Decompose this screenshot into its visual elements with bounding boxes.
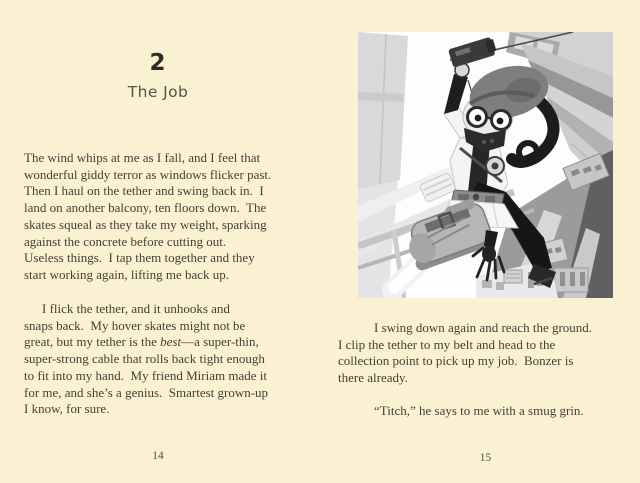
text-line: I swing down again and reach the ground. — [374, 320, 593, 335]
text-line: I know, for sure. — [24, 401, 110, 417]
illustration-girl-on-tether — [358, 32, 613, 298]
text-line: skates squeal as they take my weight, sparking — [24, 216, 267, 232]
illustration-svg — [358, 32, 613, 298]
text-line: start working again, lifting me back up. — [24, 266, 230, 282]
text-line: collection point to pick up my job. Bonzer is — [338, 353, 574, 369]
text-line: I clip the tether to my belt and head to the — [338, 336, 556, 352]
right-paragraph-1 — [338, 320, 613, 387]
italic-word: best — [160, 334, 182, 350]
text-line: The wind whips at me as I fall, and I feel that — [24, 150, 261, 165]
text-line: to fit into my hand. My friend Miriam made it — [24, 367, 267, 383]
text-segment: great, but my tether is the — [24, 334, 161, 350]
left-paragraph-1 — [24, 150, 302, 284]
text-line: super-strong cable that rolls back tight enough — [24, 351, 265, 367]
page-number-left: 14 — [152, 450, 164, 462]
text-line: against the concrete before cutting out. — [24, 233, 227, 249]
text-line: for me, and she’s a genius. Smartest grown-up — [24, 384, 269, 400]
chapter-number: 2 — [149, 50, 167, 76]
text-line: snaps back. My hover skates might not be — [24, 317, 246, 333]
text-line: there already. — [338, 370, 408, 386]
right-paragraph-2 — [338, 403, 613, 420]
text-line: Useless things. I tap them together and they — [24, 250, 255, 266]
text-line: “Titch,” he says to me with a smug grin. — [374, 403, 584, 418]
text-segment: —a super-thin, — [181, 334, 259, 350]
chapter-title: The Job — [127, 83, 189, 101]
left-paragraph-2 — [24, 301, 302, 418]
text-line: land on another balcony, ten floors down. The — [24, 200, 267, 216]
text-line-with-italic — [24, 334, 302, 351]
chapter-heading — [24, 52, 292, 101]
text-line: I flick the tether, and it unhooks and — [42, 301, 230, 316]
page-number-right: 15 — [479, 452, 492, 464]
text-line: wonderful giddy terror as windows flicker past. — [24, 166, 272, 182]
text-line: Then I haul on the tether and swing back in. I — [24, 183, 264, 199]
